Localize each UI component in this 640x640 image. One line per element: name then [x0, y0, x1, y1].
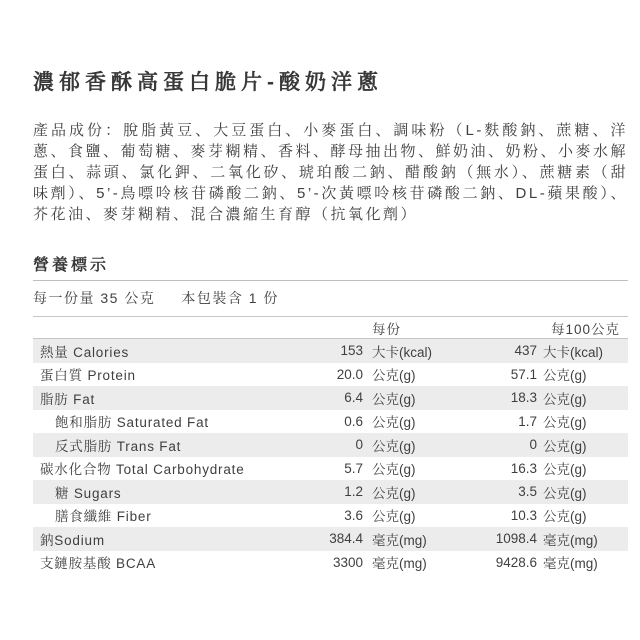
per-serving-value: 20.0 — [336, 366, 363, 382]
nutrient-label: 反式脂肪 Trans Fat — [55, 438, 182, 454]
per-100g-unit: 公克(g) — [543, 415, 587, 431]
per-100g-value: 3.5 — [518, 484, 537, 500]
per-100g-value: 16.3 — [510, 460, 537, 476]
table-row — [33, 480, 628, 504]
per-serving-unit: 公克(g) — [372, 368, 416, 384]
nutrient-label: 支鏈胺基酸 BCAA — [40, 556, 157, 572]
per-serving-unit: 公克(g) — [372, 462, 416, 478]
serving-size: 每一份量 35 公克 — [33, 290, 156, 306]
per-100g-value: 10.3 — [510, 507, 537, 523]
per-100g-value: 18.3 — [510, 390, 537, 406]
nutrient-label: 糖 Sugars — [55, 485, 122, 501]
per-serving-value: 0.6 — [344, 413, 363, 429]
nutrient-label: 膳食纖維 Fiber — [55, 509, 152, 525]
table-row — [33, 410, 628, 434]
per-serving-unit: 公克(g) — [372, 438, 416, 454]
per-serving-unit: 毫克(mg) — [372, 556, 427, 572]
per-100g-unit: 公克(g) — [543, 368, 587, 384]
per-100g-value: 57.1 — [510, 366, 537, 382]
per-serving-value: 6.4 — [344, 390, 363, 406]
per-serving-unit: 公克(g) — [372, 485, 416, 501]
per-serving-unit: 毫克(mg) — [372, 532, 427, 548]
per-100g-unit: 公克(g) — [543, 391, 587, 407]
per-serving-value: 3300 — [332, 554, 363, 570]
per-serving-value: 0 — [355, 437, 363, 453]
nutrient-label: 熱量 Calories — [40, 344, 130, 360]
serving-info — [33, 281, 628, 317]
per-serving-value: 1.2 — [344, 484, 363, 500]
column-header-per-serving: 每份 — [372, 321, 401, 337]
per-serving-value: 384.4 — [329, 531, 363, 547]
product-title: 濃郁香酥高蛋白脆片-酸奶洋蔥 — [33, 71, 383, 94]
table-row — [33, 433, 628, 457]
per-100g-value: 0 — [529, 437, 537, 453]
nutrition-facts-heading: 營養標示 — [33, 252, 628, 281]
column-header-per-100g: 每100公克 — [550, 321, 620, 337]
table-row — [33, 386, 628, 410]
ingredients-text: 產品成份：脫脂黃豆、大豆蛋白、小麥蛋白、調味粉（L-麩酸鈉、蔗糖、洋蔥、食鹽、葡萄糖、麥芽糊精、香料、酵母抽出物、鮮奶油、奶粉、小麥水解蛋白、蒜頭、氯化鉀、二氧化矽、琥珀酸二鈉、醋酸鈉（無水）、蔗糖素（甜味劑）、5’-鳥嘌呤核苷磷酸二鈉、5’-次黃嘌呤核苷磷酸二鈉、DL-蘋果酸）、芥花油、麥芽糊精、混合濃縮生育醇（抗氧化劑） — [33, 122, 629, 223]
per-100g-unit: 毫克(mg) — [543, 532, 598, 548]
per-100g-unit: 公克(g) — [543, 509, 587, 525]
per-100g-unit: 公克(g) — [543, 462, 587, 478]
per-100g-unit: 毫克(mg) — [543, 556, 598, 572]
per-serving-unit: 大卡(kcal) — [372, 344, 432, 360]
nutrient-label: 飽和脂肪 Saturated Fat — [55, 415, 209, 431]
per-100g-value: 1.7 — [518, 413, 537, 429]
per-serving-unit: 公克(g) — [372, 391, 416, 407]
per-100g-value: 9428.6 — [495, 554, 537, 570]
per-serving-value: 5.7 — [344, 460, 363, 476]
table-row — [33, 363, 628, 387]
per-serving-value: 3.6 — [344, 507, 363, 523]
table-row — [33, 527, 628, 551]
table-row — [33, 551, 628, 575]
table-row — [33, 457, 628, 481]
per-100g-value: 437 — [514, 343, 537, 359]
per-serving-value: 153 — [340, 343, 363, 359]
nutrition-table-header — [33, 317, 628, 339]
servings-per-package: 本包裝含 1 份 — [181, 290, 279, 306]
nutrient-label: 碳水化合物 Total Carbohydrate — [40, 462, 245, 478]
per-100g-value: 1098.4 — [495, 531, 537, 547]
nutrition-table-body — [33, 339, 628, 574]
per-100g-unit: 公克(g) — [543, 485, 587, 501]
nutrient-label: 脂肪 Fat — [40, 391, 96, 407]
nutrient-label: 蛋白質 Protein — [40, 368, 136, 384]
table-row — [33, 339, 628, 363]
per-serving-unit: 公克(g) — [372, 509, 416, 525]
per-100g-unit: 公克(g) — [543, 438, 587, 454]
table-row — [33, 504, 628, 528]
per-serving-unit: 公克(g) — [372, 415, 416, 431]
nutrient-label: 鈉Sodium — [40, 532, 105, 548]
per-100g-unit: 大卡(kcal) — [543, 344, 603, 360]
